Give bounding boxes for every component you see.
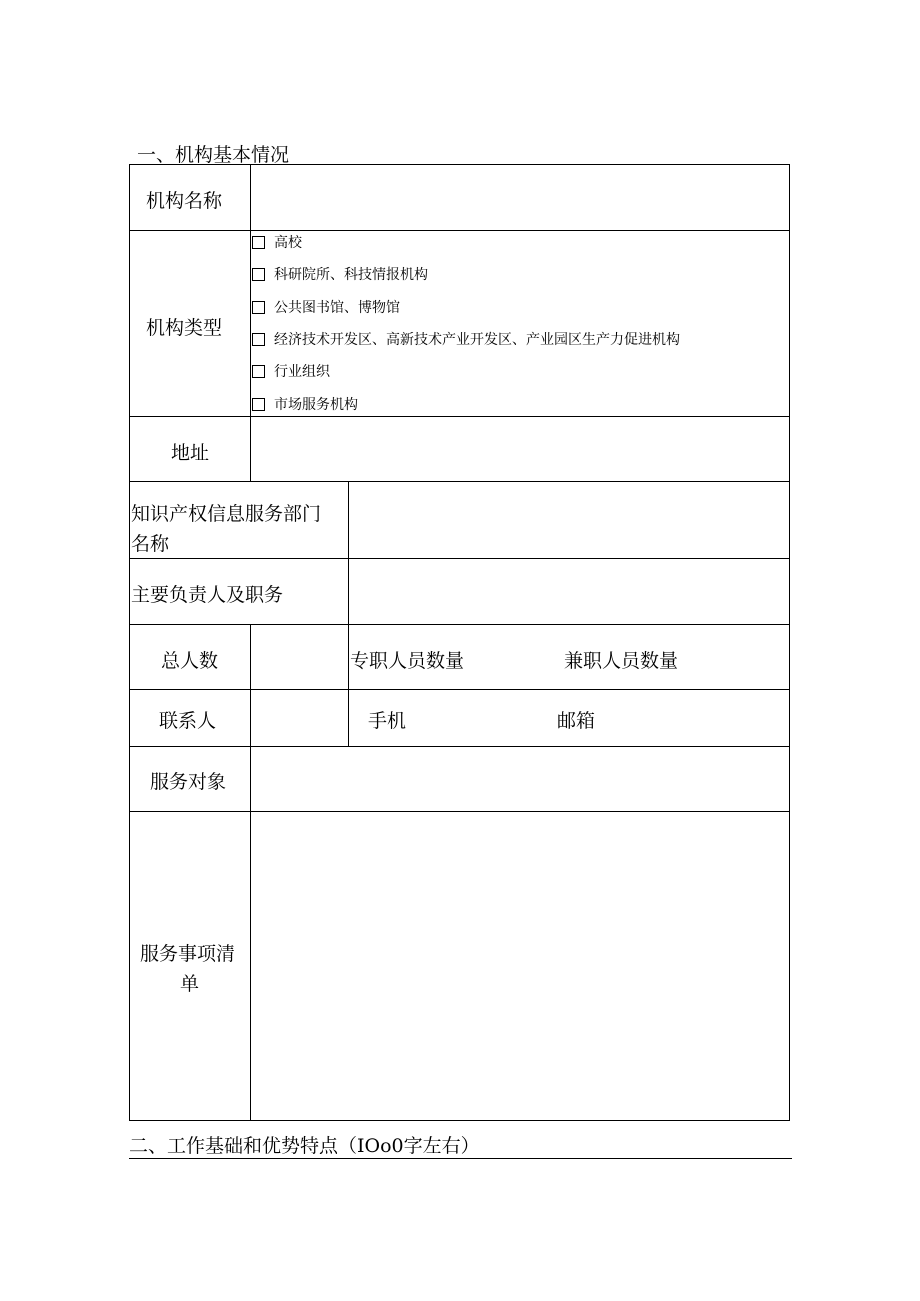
type-option-dev-zone[interactable] <box>252 329 680 349</box>
service-items-field[interactable] <box>252 813 788 1119</box>
section-title-work-foundation: 二、工作基础和优势特点（IOo0字左右） <box>129 1135 480 1157</box>
type-option-label: 高校 <box>274 235 302 251</box>
column-divider-wide-label <box>348 481 349 746</box>
label-mobile: 手机 <box>368 710 407 732</box>
type-option-research[interactable] <box>252 264 428 284</box>
label-institution-type: 机构类型 <box>146 317 223 339</box>
column-divider-upper <box>250 164 251 481</box>
type-option-label: 公共图书馆、博物馆 <box>274 300 400 316</box>
label-service-target: 服务对象 <box>150 771 227 793</box>
label-ip-dept-line2: 名称 <box>131 533 170 555</box>
checkbox-icon[interactable] <box>252 236 265 249</box>
checkbox-icon[interactable] <box>252 268 265 281</box>
table-border-top <box>129 164 790 165</box>
label-fulltime-staff: 专职人员数量 <box>350 650 465 672</box>
label-parttime-staff: 兼职人员数量 <box>564 650 679 672</box>
type-option-library[interactable] <box>252 297 400 317</box>
row-divider-contact <box>129 746 790 747</box>
label-address: 地址 <box>171 442 210 464</box>
row-divider-total <box>129 689 790 690</box>
type-option-label: 市场服务机构 <box>274 397 358 413</box>
head-and-title-field[interactable] <box>350 560 788 623</box>
label-ip-dept-name <box>131 499 321 559</box>
contact-person-field[interactable] <box>252 691 347 745</box>
ip-dept-name-field[interactable] <box>350 483 788 557</box>
checkbox-icon[interactable] <box>252 333 265 346</box>
table-border-left <box>129 164 130 1120</box>
total-staff-field[interactable] <box>252 626 347 688</box>
label-ip-dept-line1: 知识产权信息服务部门 <box>131 503 322 525</box>
label-service-items-line2: 单 <box>180 973 200 995</box>
column-divider-lower <box>250 624 251 746</box>
checkbox-icon[interactable] <box>252 398 265 411</box>
type-option-university[interactable] <box>252 232 302 252</box>
type-option-market-service[interactable] <box>252 394 358 414</box>
section2-underline <box>129 1158 792 1159</box>
service-target-field[interactable] <box>252 748 788 810</box>
checkbox-icon[interactable] <box>252 365 265 378</box>
label-service-items-line1: 服务事项清 <box>140 943 236 965</box>
label-head-and-title: 主要负责人及职务 <box>131 584 284 606</box>
label-contact-person: 联系人 <box>159 710 217 732</box>
type-option-label: 科研院所、科技情报机构 <box>274 267 428 283</box>
label-service-items <box>140 939 235 999</box>
row-divider-head <box>129 624 790 625</box>
table-border-bottom <box>129 1120 790 1121</box>
section-title-basic-info: 一、机构基本情况 <box>137 144 290 166</box>
column-divider-bottom <box>250 746 251 1120</box>
type-option-label: 行业组织 <box>274 364 330 380</box>
row-divider-name <box>129 230 790 231</box>
label-email: 邮箱 <box>557 710 596 732</box>
label-institution-name: 机构名称 <box>146 190 223 212</box>
row-divider-type <box>129 416 790 417</box>
label-total-staff: 总人数 <box>161 650 219 672</box>
row-divider-service-target <box>129 811 790 812</box>
type-option-industry-org[interactable] <box>252 361 330 381</box>
type-option-label: 经济技术开发区、高新技术产业开发区、产业园区生产力促进机构 <box>274 332 680 348</box>
table-border-right <box>789 164 790 1120</box>
institution-name-field[interactable] <box>252 166 788 229</box>
checkbox-icon[interactable] <box>252 301 265 314</box>
row-divider-address <box>129 481 790 482</box>
address-field[interactable] <box>252 418 788 480</box>
